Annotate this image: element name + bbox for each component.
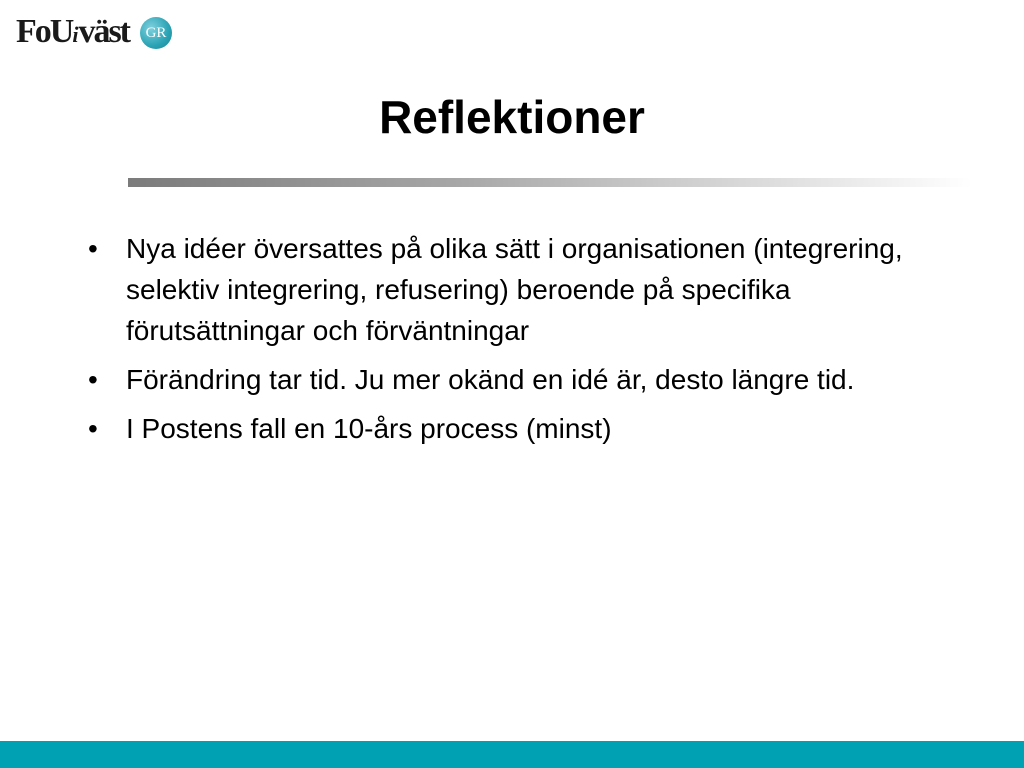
logo-wordmark <box>16 12 129 55</box>
logo-text-vast: väst <box>78 13 130 50</box>
gr-badge-label: GR <box>145 25 167 41</box>
title-divider <box>128 178 972 187</box>
footer-bar <box>0 741 1024 768</box>
slide-title: Reflektioner <box>379 91 645 143</box>
logo-text-i: i <box>72 22 79 47</box>
logo-text-fou: FoU <box>16 13 73 50</box>
bullet-list <box>86 228 906 457</box>
bullet-text: Nya idéer översattes på olika sätt i organisationen (integrering, selektiv integrering, refusering) beroende på specifika förutsättningar och förväntningar <box>126 233 903 346</box>
bullet-text: I Postens fall en 10-års process (minst) <box>126 413 612 444</box>
fou-vast-logo <box>16 12 176 56</box>
bullet-item <box>86 359 906 400</box>
bullet-item <box>86 228 906 351</box>
bullet-icon: • <box>88 413 98 444</box>
bullet-item <box>86 408 906 449</box>
gr-badge-icon <box>140 17 172 49</box>
bullet-text: Förändring tar tid. Ju mer okänd en idé är, desto längre tid. <box>126 364 855 395</box>
bullet-icon: • <box>88 364 98 395</box>
bullet-icon: • <box>88 233 98 264</box>
